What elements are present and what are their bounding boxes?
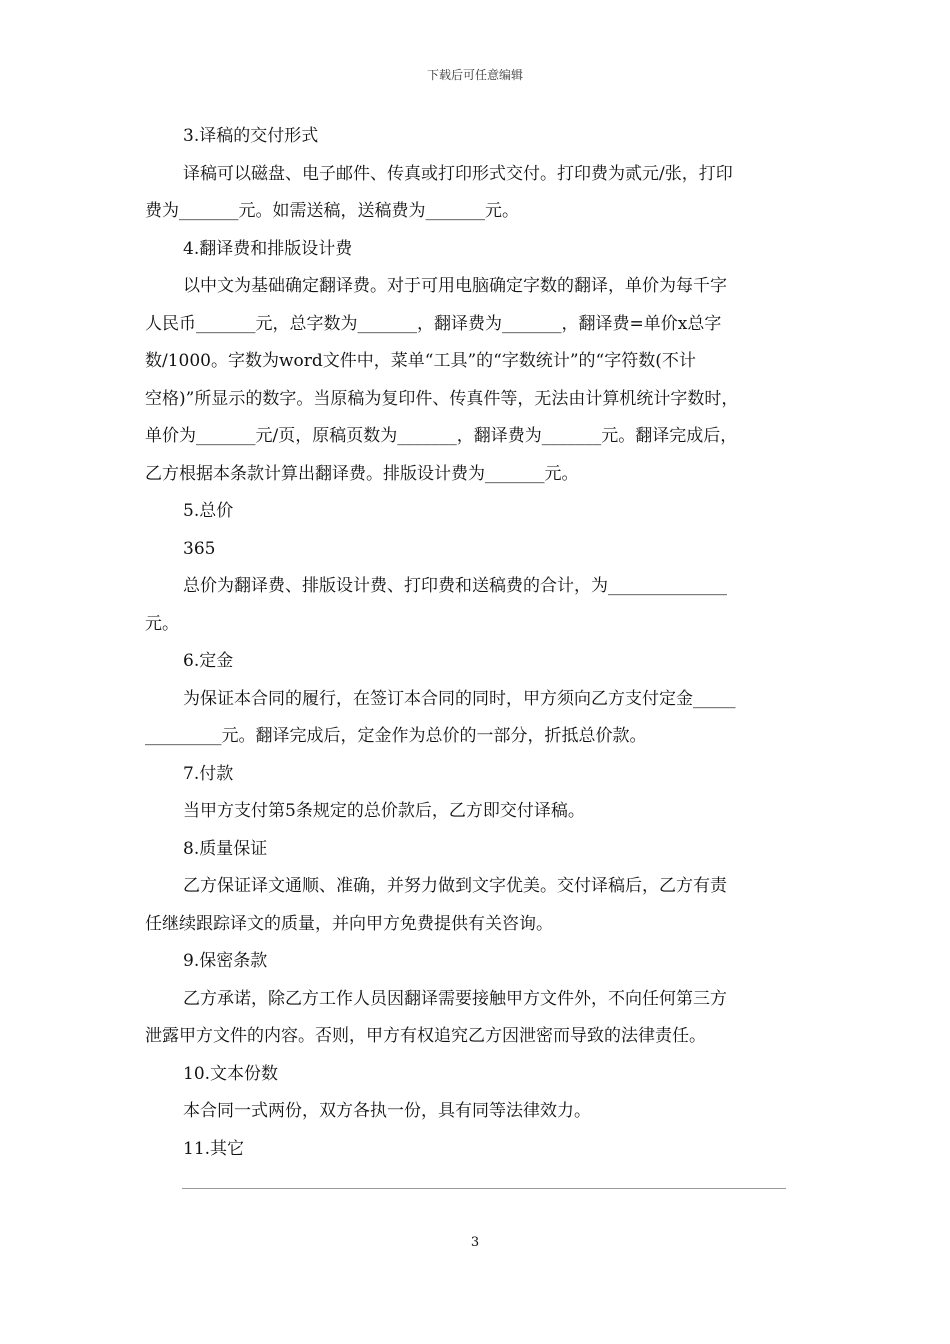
document-body: [145, 118, 815, 1168]
text-line: 数/1000。字数为word文件中，菜单“工具”的“字数统计”的“字符数(不计: [145, 351, 696, 371]
text-line: 乙方承诺，除乙方工作人员因翻译需要接触甲方文件外，不向任何第三方: [183, 988, 727, 1009]
text-line: 8.质量保证: [183, 838, 268, 859]
horizontal-rule: [182, 1188, 786, 1189]
text-line: 乙方根据本条款计算出翻译费。排版设计费为_______元。: [145, 463, 579, 484]
text-line: 当甲方支付第5条规定的总价款后，乙方即交付译稿。: [183, 801, 585, 821]
text-line: 乙方保证译文通顺、准确，并努力做到文字优美。交付译稿后，乙方有责: [183, 876, 727, 896]
text-line: 为保证本合同的履行，在签订本合同的同时，甲方须向乙方支付定金_____: [183, 688, 736, 709]
text-line: 11.其它: [183, 1138, 245, 1159]
text-line: 6.定金: [183, 651, 234, 671]
text-line: 10.文本份数: [183, 1063, 279, 1084]
text-line: 元。: [145, 613, 179, 634]
text-line: 泄露甲方文件的内容。否则，甲方有权追究乙方因泄密而导致的法律责任。: [145, 1026, 706, 1046]
page-header: 下载后可任意编辑: [426, 68, 523, 82]
text-line: 译稿可以磁盘、电子邮件、传真或打印形式交付。打印费为贰元/张，打印: [183, 163, 733, 184]
text-line: 以中文为基础确定翻译费。对于可用电脑确定字数的翻译，单价为每千字: [183, 276, 727, 296]
text-line: 单价为_______元/页，原稿页数为_______，翻译费为_______元。翻译完成后，: [145, 426, 738, 446]
text-line: 人民币_______元，总字数为_______，翻译费为_______，翻译费=单价x总字: [145, 313, 722, 334]
text-line: 7.付款: [183, 763, 234, 784]
text-line: 4.翻译费和排版设计费: [183, 238, 353, 259]
text-line: _________元。翻译完成后，定金作为总价的一部分，折抵总价款。: [145, 726, 647, 746]
text-line: 9.保密条款: [183, 951, 268, 971]
page-number: 3: [470, 1235, 480, 1250]
text-line: 费为_______元。如需送稿，送稿费为_______元。: [145, 201, 519, 221]
text-line: 365: [183, 538, 216, 559]
text-line: 总价为翻译费、排版设计费、打印费和送稿费的合计，为______________: [183, 576, 727, 596]
text-line: 任继续跟踪译文的质量，并向甲方免费提供有关咨询。: [145, 913, 553, 934]
text-line: 5.总价: [183, 501, 234, 521]
text-line: 本合同一式两份，双方各执一份，具有同等法律效力。: [183, 1101, 591, 1121]
text-line: 3.译稿的交付形式: [183, 126, 319, 146]
text-line: 空格)”所显示的数字。当原稿为复印件、传真件等，无法由计算机统计字数时，: [145, 388, 739, 409]
